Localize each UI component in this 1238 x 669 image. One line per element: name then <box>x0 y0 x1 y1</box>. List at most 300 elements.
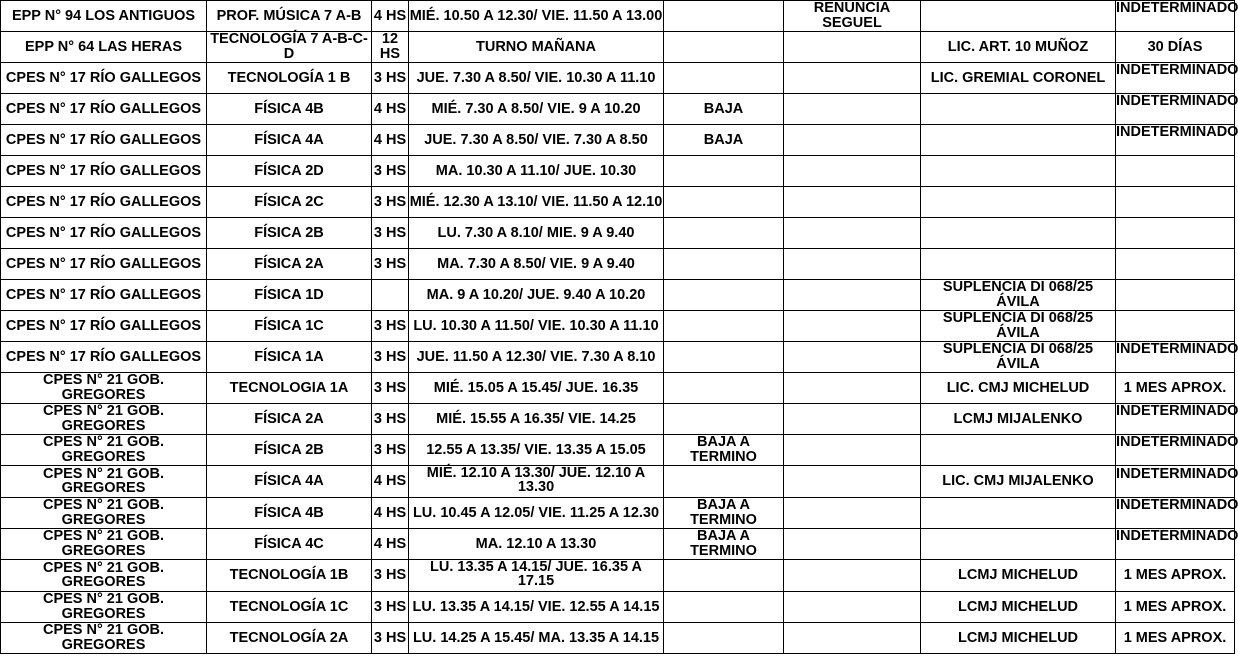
school-cell <box>1 249 207 280</box>
license-cell <box>921 94 1116 125</box>
hours-cell <box>372 1 409 32</box>
school-cell <box>1 342 207 373</box>
license-cell <box>921 498 1116 529</box>
table-row <box>1 435 1235 466</box>
status-cell <box>664 32 784 63</box>
table-row <box>1 156 1235 187</box>
subject-cell <box>207 311 372 342</box>
hours-cell-text: 3 HS <box>373 69 407 86</box>
schedule-cell <box>409 435 664 466</box>
reason-cell <box>784 404 921 435</box>
status-cell-text <box>664 561 783 591</box>
subject-cell <box>207 249 372 280</box>
duration-cell-text <box>1116 218 1234 248</box>
school-cell <box>1 125 207 156</box>
reason-cell <box>784 592 921 623</box>
status-cell-text <box>664 280 783 310</box>
schedule-cell-text: JUE. 7.30 A 8.50/ VIE. 10.30 A 11.10 <box>416 69 656 86</box>
hours-cell <box>372 466 409 498</box>
subject-cell-text: FÍSICA 2A <box>254 255 324 272</box>
duration-cell-text: INDETERMINADO <box>1116 62 1238 78</box>
duration-cell-text <box>1116 280 1234 310</box>
subject-cell-text: FÍSICA 2D <box>254 162 324 179</box>
subject-cell <box>207 1 372 32</box>
status-cell <box>664 125 784 156</box>
schedule-cell-text: MA. 9 A 10.20/ JUE. 9.40 A 10.20 <box>426 286 646 303</box>
hours-cell <box>372 435 409 466</box>
status-cell-text <box>664 373 783 403</box>
subject-cell <box>207 592 372 623</box>
table-row <box>1 498 1235 529</box>
schedule-cell-text: LU. 10.30 A 11.50/ VIE. 10.30 A 11.10 <box>413 317 659 334</box>
duration-cell <box>1116 0 1238 32</box>
status-cell-text <box>664 218 783 248</box>
reason-cell-text <box>784 125 920 155</box>
license-cell <box>921 218 1116 249</box>
school-cell-text: CPES N° 17 RÍO GALLEGOS <box>5 193 202 210</box>
status-cell <box>664 63 784 94</box>
duration-cell <box>1116 560 1235 592</box>
reason-cell <box>784 156 921 187</box>
license-cell <box>921 156 1116 187</box>
reason-cell <box>784 218 921 249</box>
subject-cell-text: PROF. MÚSICA 7 A-B <box>216 7 362 24</box>
status-cell-text <box>664 32 783 62</box>
schedule-cell <box>409 592 664 623</box>
license-cell <box>921 342 1116 373</box>
reason-cell <box>784 1 921 32</box>
school-cell <box>1 94 207 125</box>
table-row <box>1 623 1235 654</box>
school-cell-text: CPES N° 21 GOB. GREGORES <box>42 528 165 559</box>
hours-cell-text: 3 HS <box>373 317 407 334</box>
hours-cell-text: 3 HS <box>373 410 407 427</box>
status-cell <box>664 342 784 373</box>
subject-cell <box>207 187 372 218</box>
school-cell <box>1 498 207 529</box>
reason-cell-text: RENUNCIA SEGUEL <box>813 0 891 31</box>
school-cell <box>1 311 207 342</box>
license-cell <box>921 466 1116 498</box>
reason-cell-text <box>784 623 920 653</box>
school-cell-text: EPP N° 94 LOS ANTIGUOS <box>11 7 196 24</box>
status-cell-text <box>664 623 783 653</box>
table-row <box>1 125 1235 156</box>
status-cell-text <box>664 63 783 93</box>
subject-cell-text: FÍSICA 2C <box>254 193 324 210</box>
license-cell <box>921 311 1116 342</box>
hours-cell <box>372 373 409 404</box>
schedule-cell <box>409 404 664 435</box>
duration-cell <box>1116 623 1235 654</box>
subject-cell-text: TECNOLOGÍA 1C <box>229 598 349 615</box>
school-cell-text: CPES N° 17 RÍO GALLEGOS <box>5 224 202 241</box>
hours-cell <box>372 32 409 63</box>
subject-cell-text: FÍSICA 2A <box>254 410 324 427</box>
table-row <box>1 94 1235 125</box>
schedule-cell-text: 12.55 A 13.35/ VIE. 13.35 A 15.05 <box>426 441 646 458</box>
duration-cell-text <box>1116 311 1234 341</box>
subject-cell-text: TECNOLOGÍA 2A <box>229 629 349 646</box>
status-cell <box>664 280 784 311</box>
schedule-cell <box>409 466 664 498</box>
schedule-cell-text: LU. 10.45 A 12.05/ VIE. 11.25 A 12.30 <box>412 504 660 521</box>
license-cell <box>921 32 1116 63</box>
duration-cell <box>1116 434 1238 466</box>
subject-cell-text: FÍSICA 1A <box>254 348 324 365</box>
hours-cell <box>372 342 409 373</box>
license-cell <box>921 187 1116 218</box>
hours-cell-text: 4 HS <box>373 535 407 552</box>
duration-cell <box>1116 311 1235 342</box>
reason-cell-text <box>784 280 920 310</box>
license-cell-text: LCMJ MICHELUD <box>957 567 1079 583</box>
hours-cell-text: 4 HS <box>373 100 407 117</box>
license-cell-text: LCMJ MIJALENKO <box>953 410 1083 427</box>
duration-cell <box>1116 528 1238 560</box>
schedule-cell-text: MA. 7.30 A 8.50/ VIE. 9 A 9.40 <box>437 255 635 272</box>
hours-cell <box>372 187 409 218</box>
license-cell <box>921 63 1116 94</box>
license-cell-text: LCMJ MICHELUD <box>957 598 1079 615</box>
reason-cell <box>784 623 921 654</box>
status-cell <box>664 373 784 404</box>
hours-cell-text: 4 HS <box>373 504 407 521</box>
reason-cell <box>784 32 921 63</box>
status-cell-text: BAJA <box>703 100 744 117</box>
reason-cell-text <box>784 404 920 434</box>
status-cell <box>664 592 784 623</box>
school-cell <box>1 218 207 249</box>
license-cell-text: LIC. CMJ MICHELUD <box>946 379 1090 396</box>
reason-cell-text <box>784 592 920 622</box>
duration-cell-text: INDETERMINADO <box>1116 528 1238 544</box>
reason-cell-text <box>784 467 920 497</box>
subject-cell <box>207 342 372 373</box>
schedule-cell-text: LU. 13.35 A 14.15/ JUE. 16.35 A 17.15 <box>430 559 642 589</box>
status-cell <box>664 498 784 529</box>
duration-cell-text: 30 DÍAS <box>1147 38 1203 55</box>
hours-cell <box>372 529 409 560</box>
schedule-cell-text: MA. 10.30 A 11.10/ JUE. 10.30 <box>435 162 637 179</box>
school-cell-text: CPES N° 17 RÍO GALLEGOS <box>5 348 202 365</box>
status-cell-text <box>664 187 783 217</box>
status-cell-text: BAJA <box>703 131 744 148</box>
status-cell-text <box>664 1 783 31</box>
table-row <box>1 32 1235 63</box>
reason-cell <box>784 373 921 404</box>
hours-cell <box>372 125 409 156</box>
status-cell <box>664 435 784 466</box>
subject-cell-text: FÍSICA 2B <box>254 224 324 241</box>
hours-cell <box>372 94 409 125</box>
license-cell <box>921 125 1116 156</box>
hours-cell <box>372 280 409 311</box>
schedule-cell <box>409 187 664 218</box>
duration-cell-text: INDETERMINADO <box>1116 0 1238 16</box>
table-row <box>1 311 1235 342</box>
school-cell-text: CPES N° 17 RÍO GALLEGOS <box>5 131 202 148</box>
reason-cell <box>784 280 921 311</box>
duration-cell-text: INDETERMINADO <box>1116 341 1238 357</box>
status-cell-text <box>664 342 783 372</box>
license-cell-text: LIC. GREMIAL CORONEL <box>930 69 1106 86</box>
table-row <box>1 466 1235 498</box>
duration-cell <box>1116 249 1235 280</box>
subject-cell-text: TECNOLOGÍA 7 A-B-C-D <box>210 31 368 62</box>
reason-cell-text <box>784 187 920 217</box>
duration-cell-text <box>1116 156 1234 186</box>
license-cell-text <box>921 218 1115 248</box>
duration-cell-text: 1 MES APROX. <box>1123 567 1227 583</box>
schedule-cell <box>409 498 664 529</box>
reason-cell-text <box>784 373 920 403</box>
subject-cell <box>207 156 372 187</box>
reason-cell <box>784 125 921 156</box>
hours-cell-text: 4 HS <box>373 131 407 148</box>
hours-cell-text: 4 HS <box>373 7 407 24</box>
hours-cell <box>372 249 409 280</box>
school-cell-text: CPES N° 17 RÍO GALLEGOS <box>5 162 202 179</box>
schedule-cell-text: MIÉ. 12.10 A 13.30/ JUE. 12.10 A 13.30 <box>426 465 646 495</box>
subject-cell-text: FÍSICA 4C <box>254 535 324 552</box>
reason-cell <box>784 311 921 342</box>
school-cell-text: CPES N° 21 GOB. GREGORES <box>42 372 165 403</box>
hours-cell <box>372 156 409 187</box>
schedule-cell <box>409 1 664 32</box>
license-cell <box>921 560 1116 592</box>
status-cell <box>664 156 784 187</box>
hours-cell-text: 3 HS <box>373 441 407 458</box>
schedule-cell-text: MIÉ. 15.55 A 16.35/ VIE. 14.25 <box>436 410 636 427</box>
duration-cell <box>1116 280 1235 311</box>
school-cell <box>1 63 207 94</box>
duration-cell <box>1116 341 1238 373</box>
schedule-cell-text: LU. 14.25 A 15.45/ MA. 13.35 A 14.15 <box>412 629 660 646</box>
duration-cell-text: INDETERMINADO <box>1116 497 1238 513</box>
status-cell <box>664 404 784 435</box>
school-cell-text: CPES N° 21 GOB. GREGORES <box>42 559 165 590</box>
hours-cell-text: 3 HS <box>373 348 407 365</box>
schedule-cell-text: MIÉ. 7.30 A 8.50/ VIE. 9 A 10.20 <box>431 100 641 117</box>
hours-cell <box>372 63 409 94</box>
hours-cell <box>372 623 409 654</box>
school-cell <box>1 435 207 466</box>
table-row <box>1 249 1235 280</box>
reason-cell-text <box>784 249 920 279</box>
license-cell-text: LCMJ MICHELUD <box>957 629 1079 646</box>
license-cell-text <box>921 156 1115 186</box>
reason-cell-text <box>784 561 920 591</box>
status-cell-text <box>664 156 783 186</box>
license-cell-text <box>921 1 1115 31</box>
license-cell <box>921 249 1116 280</box>
duration-cell-text: 1 MES APROX. <box>1123 629 1227 646</box>
duration-cell <box>1116 124 1238 156</box>
school-cell <box>1 32 207 63</box>
duration-cell <box>1116 32 1235 63</box>
subject-cell <box>207 32 372 63</box>
reason-cell <box>784 435 921 466</box>
license-cell <box>921 1 1116 32</box>
reason-cell-text <box>784 498 920 528</box>
reason-cell-text <box>784 311 920 341</box>
license-cell-text <box>921 529 1115 559</box>
subject-cell-text: FÍSICA 1D <box>254 286 324 303</box>
duration-cell <box>1116 403 1238 435</box>
license-cell-text: SUPLENCIA DI 068/25 ÁVILA <box>942 341 1094 372</box>
table-row <box>1 404 1235 435</box>
hours-cell <box>372 311 409 342</box>
schedule-cell-text: TURNO MAÑANA <box>475 38 596 55</box>
schedule-cell <box>409 63 664 94</box>
school-cell <box>1 623 207 654</box>
school-cell <box>1 529 207 560</box>
school-cell <box>1 466 207 498</box>
schedule-cell <box>409 529 664 560</box>
duration-cell-text: INDETERMINADO <box>1116 93 1238 109</box>
reason-cell-text <box>784 32 920 62</box>
subject-cell <box>207 560 372 592</box>
schedule-cell <box>409 32 664 63</box>
duration-cell-text: 1 MES APROX. <box>1123 598 1227 615</box>
reason-cell-text <box>784 94 920 124</box>
subject-cell-text: TECNOLOGÍA 1B <box>229 567 349 583</box>
license-cell-text <box>921 498 1115 528</box>
reason-cell <box>784 342 921 373</box>
subject-cell <box>207 466 372 498</box>
schedule-cell <box>409 218 664 249</box>
subject-cell-text: FÍSICA 1C <box>254 317 324 334</box>
table-row <box>1 187 1235 218</box>
hours-cell-text: 3 HS <box>373 629 407 646</box>
school-cell-text: CPES N° 21 GOB. GREGORES <box>42 465 165 496</box>
subject-cell-text: FÍSICA 4A <box>254 473 324 489</box>
hours-cell-text <box>372 280 408 310</box>
subject-cell <box>207 498 372 529</box>
schedule-cell <box>409 94 664 125</box>
status-cell-text: BAJA A TERMINO <box>690 528 757 559</box>
school-cell-text: CPES N° 17 RÍO GALLEGOS <box>5 286 202 303</box>
license-cell <box>921 623 1116 654</box>
reason-cell-text <box>784 529 920 559</box>
school-cell <box>1 373 207 404</box>
hours-cell-text: 3 HS <box>373 193 407 210</box>
schedule-cell-text: MA. 12.10 A 13.30 <box>475 535 597 552</box>
hours-cell <box>372 560 409 592</box>
reason-cell-text <box>784 218 920 248</box>
status-cell-text <box>664 311 783 341</box>
status-cell-text <box>664 592 783 622</box>
duration-cell <box>1116 592 1235 623</box>
school-cell <box>1 187 207 218</box>
table-row <box>1 342 1235 373</box>
school-cell-text: CPES N° 17 RÍO GALLEGOS <box>5 255 202 272</box>
status-cell <box>664 218 784 249</box>
status-cell <box>664 249 784 280</box>
reason-cell <box>784 466 921 498</box>
subject-cell-text: FÍSICA 2B <box>254 441 324 458</box>
subject-cell <box>207 529 372 560</box>
status-cell-text <box>664 404 783 434</box>
reason-cell <box>784 63 921 94</box>
school-cell <box>1 156 207 187</box>
subject-cell <box>207 94 372 125</box>
school-cell-text: CPES N° 21 GOB. GREGORES <box>42 497 165 528</box>
school-cell-text: CPES N° 21 GOB. GREGORES <box>42 403 165 434</box>
school-cell-text: CPES N° 17 RÍO GALLEGOS <box>5 69 202 86</box>
subject-cell <box>207 63 372 94</box>
table-row <box>1 1 1235 32</box>
reason-cell <box>784 498 921 529</box>
subject-cell <box>207 125 372 156</box>
duration-cell-text: INDETERMINADO <box>1116 434 1238 450</box>
table-row <box>1 592 1235 623</box>
reason-cell-text <box>784 435 920 465</box>
status-cell <box>664 187 784 218</box>
hours-cell-text: 3 HS <box>373 224 407 241</box>
duration-cell <box>1116 93 1238 125</box>
duration-cell-text: 1 MES APROX. <box>1123 379 1227 396</box>
hours-cell <box>372 592 409 623</box>
school-cell <box>1 1 207 32</box>
school-cell <box>1 280 207 311</box>
duration-cell <box>1116 187 1235 218</box>
hours-cell <box>372 218 409 249</box>
school-cell-text: CPES N° 17 RÍO GALLEGOS <box>5 317 202 334</box>
table-row <box>1 560 1235 592</box>
school-cell <box>1 404 207 435</box>
subject-cell <box>207 280 372 311</box>
subject-cell <box>207 218 372 249</box>
license-cell-text: SUPLENCIA DI 068/25 ÁVILA <box>942 310 1094 341</box>
subject-cell-text: FÍSICA 4B <box>254 100 324 117</box>
schedule-cell <box>409 311 664 342</box>
schedule-cell-text: MIÉ. 10.50 A 12.30/ VIE. 11.50 A 13.00 <box>409 7 663 24</box>
school-cell <box>1 560 207 592</box>
license-cell <box>921 592 1116 623</box>
reason-cell <box>784 529 921 560</box>
schedule-cell <box>409 280 664 311</box>
school-cell-text: CPES N° 17 RÍO GALLEGOS <box>5 100 202 117</box>
subject-cell-text: TECNOLOGÍA 1 B <box>227 69 351 86</box>
schedule-cell-text: MIÉ. 15.05 A 15.45/ JUE. 16.35 <box>433 379 639 396</box>
schedule-cell-text: JUE. 7.30 A 8.50/ VIE. 7.30 A 8.50 <box>424 131 648 148</box>
license-cell <box>921 404 1116 435</box>
schedule-cell-text: JUE. 11.50 A 12.30/ VIE. 7.30 A 8.10 <box>416 348 656 365</box>
status-cell-text <box>664 467 783 497</box>
subject-cell-text: FÍSICA 4B <box>254 504 324 521</box>
status-cell <box>664 560 784 592</box>
status-cell-text: BAJA A TERMINO <box>690 497 757 528</box>
reason-cell-text <box>784 63 920 93</box>
status-cell <box>664 529 784 560</box>
hours-cell <box>372 404 409 435</box>
schedule-cell <box>409 373 664 404</box>
status-cell <box>664 311 784 342</box>
schedule-cell <box>409 125 664 156</box>
subject-cell <box>207 404 372 435</box>
schedule-cell <box>409 249 664 280</box>
table-row <box>1 529 1235 560</box>
school-cell-text: EPP N° 64 LAS HERAS <box>24 38 183 55</box>
license-cell <box>921 373 1116 404</box>
table-row <box>1 280 1235 311</box>
duration-cell <box>1116 218 1235 249</box>
school-cell <box>1 592 207 623</box>
license-cell-text <box>921 94 1115 124</box>
school-cell-text: CPES N° 21 GOB. GREGORES <box>42 434 165 465</box>
